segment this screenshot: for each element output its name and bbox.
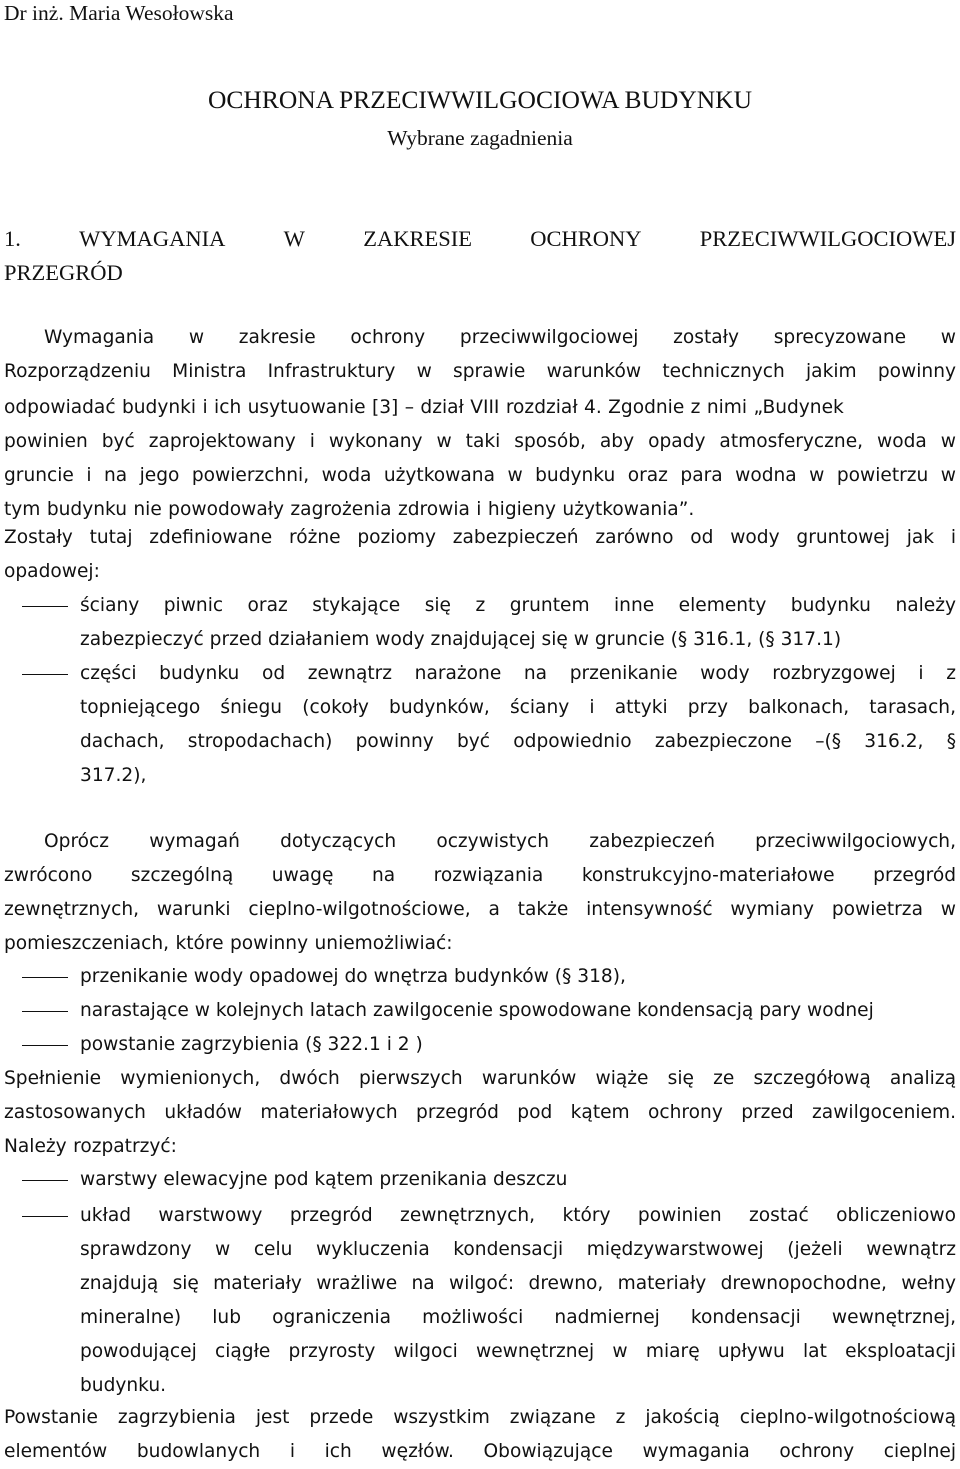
text-line: budynku.	[80, 1375, 167, 1396]
text-line: zastosowanych układów materiałowych przegród pod kątem ochrony przed zawilgoceniem.	[4, 1102, 956, 1123]
document-title: OCHRONA PRZECIWWILGOCIOWA BUDYNKU	[208, 85, 752, 114]
text-line: Oprócz wymagań dotyczących oczywistych zabezpieczeń przeciwwilgociowych,	[44, 831, 956, 852]
text-line: Powstanie zagrzybienia jest przede wszystkim związane z jakością cieplno-wilgotnościową	[4, 1407, 956, 1428]
text-line: 317.2),	[80, 765, 147, 786]
dash-icon	[22, 606, 68, 607]
text-line: elementów budowlanych i ich węzłów. Obowiązujące wymagania ochrony cieplnej	[4, 1441, 956, 1462]
text-line	[4, 389, 956, 425]
text-line: topniejącego śniegu (cokoły budynków, ściany i attyki przy balkonach, tarasach,	[80, 697, 956, 718]
text-line: układ warstwowy przegród zewnętrznych, który powinien zostać obliczeniowo	[80, 1205, 956, 1226]
text-line: opadowej:	[4, 561, 100, 582]
dash-icon	[22, 1045, 68, 1046]
paragraph-5	[4, 1401, 956, 1469]
text-line: Rozporządzeniu Ministra Infrastruktury w sprawie warunków technicznych jakim powinny	[4, 361, 956, 382]
text-line: Zostały tutaj zdefiniowane różne poziomy zabezpieczeń zarówno od wody gruntowej jak i	[4, 527, 956, 548]
text-line: narastające w kolejnych latach zawilgocenie spowodowane kondensacją pary wodnej	[80, 1000, 874, 1021]
dash-icon	[22, 1011, 68, 1012]
text-line: znajdują się materiały wrażliwe na wilgoć: drewno, materiały drewnopochodne, wełny	[80, 1273, 956, 1294]
heading-word: WYMAGANIA	[79, 226, 226, 251]
paragraph-3	[4, 825, 956, 961]
text-line: sprawdzony w celu wykluczenia kondensacji międzywarstwowej (jeżeli wewnątrz	[80, 1239, 956, 1260]
heading-word: ZAKRESIE	[363, 226, 472, 251]
text-line: mineralne) lub ograniczenia możliwości nadmiernej kondensacji wewnętrznej,	[80, 1307, 956, 1328]
text-line: zewnętrznych, warunki cieplno-wilgotnościowe, a także intensywność wymiany powietrza w	[4, 899, 956, 920]
dash-icon	[22, 1216, 68, 1217]
dash-icon	[22, 674, 68, 675]
dash-icon	[22, 1180, 68, 1181]
document-subtitle: Wybrane zagadnienia	[387, 126, 573, 150]
section-heading	[4, 222, 956, 290]
author-name: Dr inż. Maria Wesołowska	[4, 1, 234, 25]
text-line: zwrócono szczególną uwagę na rozwiązania konstrukcyjno-materiałowe przegród	[4, 865, 956, 886]
text-line: pomieszczeniach, które powinny uniemożliwiać:	[4, 933, 453, 954]
text-line: warstwy elewacyjne pod kątem przenikania deszczu	[80, 1169, 568, 1190]
text-line: tym budynku nie powodowały zagrożenia zdrowia i higieny użytkowania”.	[4, 499, 695, 520]
paragraph-4	[4, 1062, 956, 1164]
heading-word: W	[283, 226, 305, 251]
text-line: Spełnienie wymienionych, dwóch pierwszych warunków wiąże się ze szczegółową analizą	[4, 1068, 956, 1089]
text-line: zabezpieczyć przed działaniem wody znajdującej się w gruncie (§ 316.1, (§ 317.1)	[80, 629, 842, 650]
text-line: powstanie zagrzybienia (§ 322.1 i 2 )	[80, 1034, 423, 1055]
text-line: gruncie i na jego powierzchni, woda użytkowana w budynku oraz para wodna w powietrzu w	[4, 465, 956, 486]
dash-icon	[22, 977, 68, 978]
text-fragment: odpowiadać budynki i ich usytuowanie [3] – dział VIII rozdział 4.	[4, 397, 602, 418]
heading-line-2: PRZEGRÓD	[4, 260, 123, 285]
text-line: przenikanie wody opadowej do wnętrza budynków (§ 318),	[80, 966, 626, 987]
heading-word: 1.	[4, 226, 21, 251]
heading-word: PRZECIWWILGOCIOWEJ	[699, 226, 956, 251]
paragraph-2	[4, 521, 956, 589]
text-line: dachach, stropodachach) powinny być odpowiednio zabezpieczone –(§ 316.2, §	[80, 731, 956, 752]
heading-word: OCHRONY	[530, 226, 642, 251]
text-line: Wymagania w zakresie ochrony przeciwwilgociowej zostały sprecyzowane w	[44, 327, 956, 348]
paragraph-1	[4, 321, 956, 527]
text-fragment: Zgodnie z nimi „Budynek	[601, 397, 844, 418]
text-line: powodującej ciągłe przyrosty wilgoci wewnętrznej w miarę upływu lat eksploatacji	[80, 1341, 956, 1362]
text-line: ściany piwnic oraz stykające się z gruntem inne elementy budynku należy	[80, 595, 956, 616]
text-line: Należy rozpatrzyć:	[4, 1136, 177, 1157]
text-line: części budynku od zewnątrz narażone na przenikanie wody rozbryzgowej i z	[80, 663, 956, 684]
text-line: powinien być zaprojektowany i wykonany w taki sposób, aby opady atmosferyczne, woda w	[4, 431, 956, 452]
